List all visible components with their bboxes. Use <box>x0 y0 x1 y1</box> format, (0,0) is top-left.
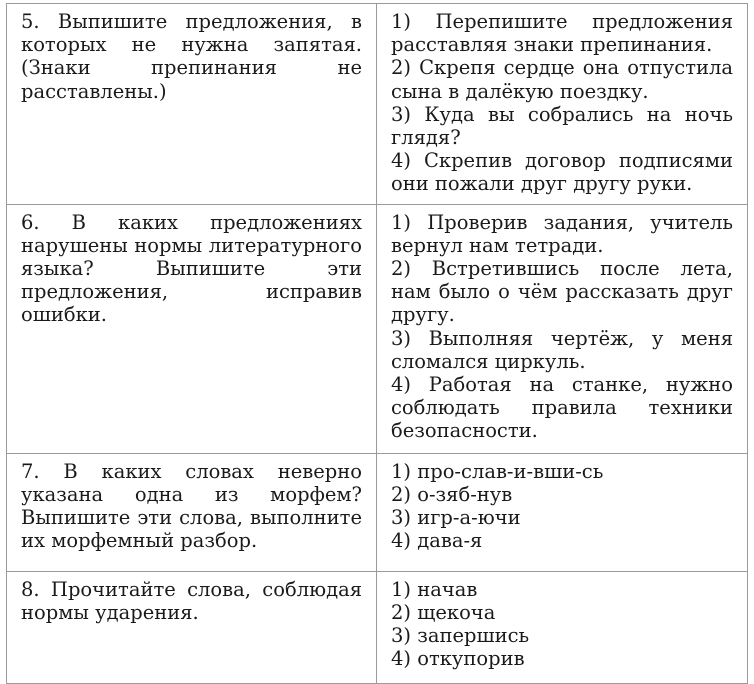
task-question-8: 8. Прочитайте слова, соблюдая нормы ударения. <box>21 577 362 624</box>
task-row-8 <box>7 571 748 683</box>
task-options-cell <box>377 571 748 683</box>
task-8-option-1: 1) начав <box>391 577 478 601</box>
task-question-5: 5. Выпишите предложения, в которых не нужна запятая. (Знаки препинания не расставлены.) <box>21 10 362 103</box>
task-sheet <box>6 3 748 684</box>
task-7-option-3: 3) игр-а-ючи <box>391 506 521 530</box>
task-question-cell <box>7 4 377 205</box>
task-6-option-2: 2) Встретившись после лета, нам было о чём рассказать друг другу. <box>391 257 733 327</box>
task-6-option-4: 4) Работая на станке, нужно соблюдать правила техники безопасности. <box>391 373 733 443</box>
task-row-7 <box>7 453 748 571</box>
task-question-cell <box>7 453 377 571</box>
task-6-option-3: 3) Выполняя чертёж, у меня сломался циркуль. <box>391 326 733 373</box>
task-5-option-3: 3) Куда вы собрались на ночь глядя? <box>391 102 733 150</box>
task-6-option-1: 1) Проверив задания, учитель вернул нам тетради. <box>391 210 733 257</box>
task-question-cell <box>7 204 377 453</box>
task-row-6 <box>7 204 748 453</box>
task-7-option-2: 2) о-зяб-нув <box>391 482 513 506</box>
task-options-cell <box>377 4 748 205</box>
task-options-cell <box>377 453 748 571</box>
task-5-option-1: 1) Перепишите предложения расставляя знаки препинания. <box>391 10 733 57</box>
task-row-5 <box>7 4 748 205</box>
task-8-option-2: 2) щекоча <box>391 600 496 624</box>
task-7-option-1: 1) про-слав-и-вши-сь <box>391 459 604 483</box>
task-question-cell <box>7 571 377 683</box>
task-5-option-4: 4) Скрепив договор подписями они пожали друг другу руки. <box>391 149 733 196</box>
task-question-7: 7. В каких словах неверно указана одна из морфем? Выпишите эти слова, выполните их морфемный разбор. <box>21 459 362 553</box>
task-7-option-4: 4) дава-я <box>391 529 483 553</box>
tasks-table <box>6 3 748 684</box>
task-5-option-2: 2) Скрепя сердце она отпустила сына в далёкую поездку. <box>391 56 733 103</box>
task-question-6: 6. В каких предложениях нарушены нормы литературного языка? Выпишите эти предложения, исправив ошибки. <box>21 210 362 327</box>
task-8-option-4: 4) откупорив <box>391 647 525 671</box>
task-8-option-3: 3) запершись <box>391 624 530 648</box>
task-options-cell <box>377 204 748 453</box>
